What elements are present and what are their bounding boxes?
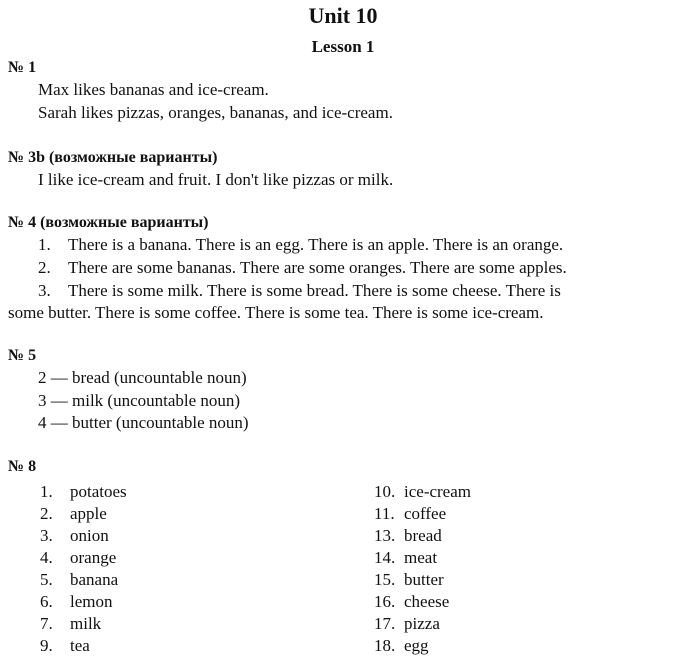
item-number: 2. bbox=[40, 504, 53, 523]
item-number: 13. bbox=[374, 526, 396, 545]
item-number: 5. bbox=[40, 570, 53, 589]
item-word: ice-cream bbox=[404, 482, 471, 501]
item-text: There is some milk. There is some bread. There is some cheese. There is bbox=[68, 281, 561, 300]
item-word: bread bbox=[404, 526, 442, 545]
exercise-4-heading: № 4 (возможные варианты) bbox=[8, 214, 209, 231]
vocab-item bbox=[40, 592, 113, 612]
vocab-item bbox=[374, 482, 471, 502]
vocab-item bbox=[40, 504, 107, 524]
vocab-item bbox=[374, 592, 449, 612]
exercise-5-line: 4 — butter (uncountable noun) bbox=[38, 413, 249, 432]
item-word: milk bbox=[70, 614, 102, 633]
item-number: 7. bbox=[40, 614, 53, 633]
item-number: 3. bbox=[40, 526, 53, 545]
lesson-title: Lesson 1 bbox=[311, 37, 375, 56]
exercise-4-item bbox=[38, 281, 561, 301]
vocab-item bbox=[374, 614, 440, 634]
item-word: lemon bbox=[70, 592, 113, 611]
exercise-3b-line: I like ice-cream and fruit. I don't like pizzas or milk. bbox=[38, 170, 394, 189]
vocab-item bbox=[374, 570, 444, 590]
item-number: 15. bbox=[374, 570, 396, 589]
item-word: egg bbox=[404, 636, 429, 655]
exercise-3b-heading: № 3b (возможные варианты) bbox=[8, 149, 218, 166]
item-number: 14. bbox=[374, 548, 396, 567]
item-number: 17. bbox=[374, 614, 396, 633]
item-number: 2. bbox=[38, 258, 51, 277]
item-number: 4. bbox=[40, 548, 53, 567]
item-number: 6. bbox=[40, 592, 53, 611]
vocab-item bbox=[40, 570, 118, 590]
item-text: There are some bananas. There are some oranges. There are some apples. bbox=[68, 258, 567, 277]
item-word: onion bbox=[70, 526, 109, 545]
exercise-5-line: 2 — bread (uncountable noun) bbox=[38, 368, 247, 387]
vocab-item bbox=[40, 614, 101, 634]
exercise-4-item bbox=[38, 258, 567, 278]
item-word: tea bbox=[70, 636, 90, 655]
vocab-item bbox=[374, 548, 437, 568]
item-word: banana bbox=[70, 570, 119, 589]
exercise-8-heading: № 8 bbox=[8, 458, 37, 475]
item-word: apple bbox=[70, 504, 107, 523]
item-number: 11. bbox=[374, 504, 395, 523]
item-word: orange bbox=[70, 548, 117, 567]
vocab-item bbox=[40, 482, 127, 502]
exercise-1-heading: № 1 bbox=[8, 59, 37, 76]
item-number: 1. bbox=[38, 235, 51, 254]
exercise-5-heading: № 5 bbox=[8, 347, 37, 364]
vocab-item bbox=[40, 636, 90, 656]
unit-title: Unit 10 bbox=[308, 3, 378, 28]
item-text: There is a banana. There is an egg. There is an apple. There is an orange. bbox=[68, 235, 564, 254]
exercise-4-continuation: some butter. There is some coffee. There is some tea. There is some ice-cream. bbox=[8, 303, 544, 322]
exercise-4-item bbox=[38, 235, 563, 255]
item-word: cheese bbox=[404, 592, 450, 611]
item-word: coffee bbox=[404, 504, 447, 523]
item-number: 3. bbox=[38, 281, 51, 300]
item-number: 16. bbox=[374, 592, 396, 611]
vocab-item bbox=[374, 526, 442, 546]
exercise-1-line: Max likes bananas and ice-cream. bbox=[38, 80, 269, 99]
item-number: 9. bbox=[40, 636, 53, 655]
exercise-1-line: Sarah likes pizzas, oranges, bananas, and ice-cream. bbox=[38, 103, 393, 122]
vocab-item bbox=[374, 504, 446, 524]
item-word: meat bbox=[404, 548, 438, 567]
item-number: 10. bbox=[374, 482, 396, 501]
item-word: potatoes bbox=[70, 482, 127, 501]
vocab-item bbox=[374, 636, 429, 656]
item-word: pizza bbox=[404, 614, 440, 633]
item-word: butter bbox=[404, 570, 444, 589]
exercise-5-line: 3 — milk (uncountable noun) bbox=[38, 391, 241, 410]
item-number: 1. bbox=[40, 482, 53, 501]
item-number: 18. bbox=[374, 636, 396, 655]
vocab-item bbox=[40, 526, 109, 546]
vocab-item bbox=[40, 548, 116, 568]
